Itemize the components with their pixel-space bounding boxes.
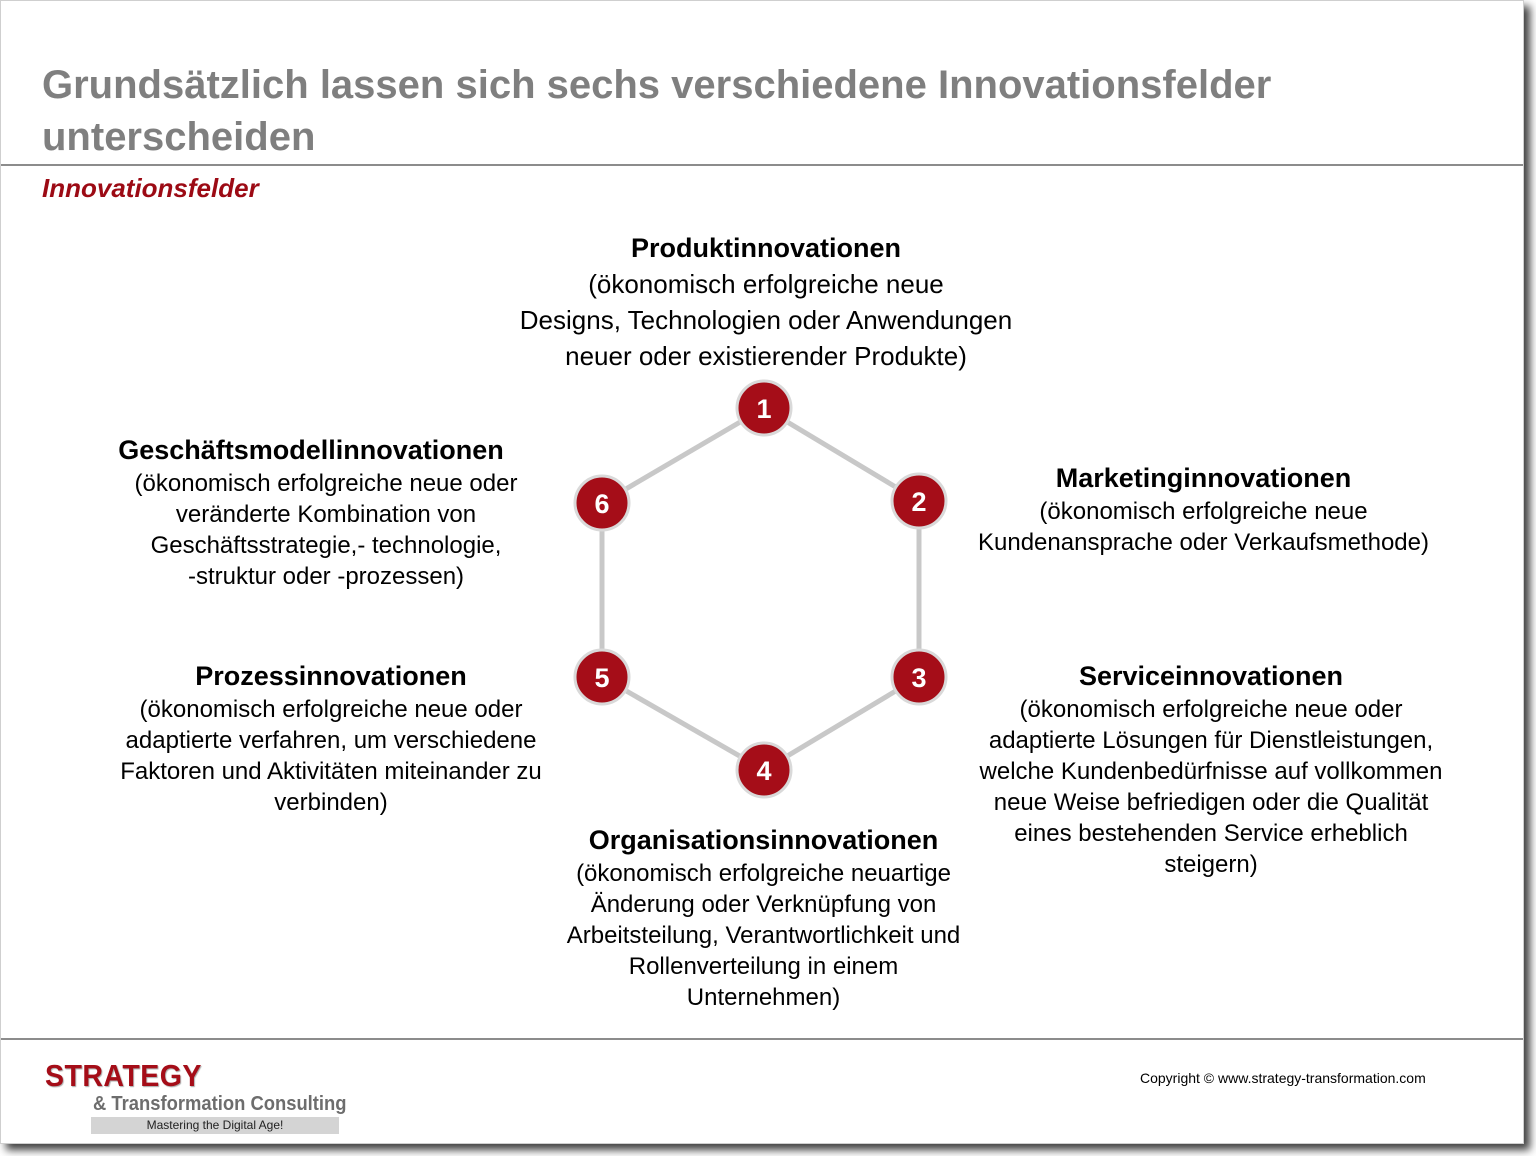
field-4-heading: Organisationsinnovationen: [588, 825, 939, 855]
node-2-number: 2: [911, 487, 927, 517]
company-logo: [45, 1059, 369, 1134]
node-3: [892, 650, 946, 704]
field-5-heading: Prozessinnovationen: [195, 661, 467, 691]
field-prozessinnovationen: [96, 658, 566, 818]
node-3-number: 3: [911, 663, 927, 693]
field-1-heading: Produktinnovationen: [631, 233, 901, 263]
section-subtitle: Innovationsfelder: [42, 173, 259, 203]
field-4-description: (ökonomisch erfolgreiche neuartige Änderung oder Verknüpfung von Arbeitsteilung, Verantwortlichkeit und Rollenverteilung in einem Unternehmen): [566, 860, 961, 1011]
node-5: [575, 650, 629, 704]
field-serviceinnovationen: [951, 658, 1471, 880]
field-3-heading: Serviceinnovationen: [1078, 661, 1344, 691]
node-5-number: 5: [594, 663, 610, 693]
footer-divider: [1, 1038, 1523, 1040]
field-6-heading: Geschäftsmodellinnovationen: [118, 435, 504, 465]
node-2: [892, 474, 946, 528]
page-title: Grundsätzlich lassen sich sechs verschiedene Innovationsfelder unterscheiden: [42, 63, 1272, 159]
copyright-notice: Copyright © www.strategy-transformation.com: [1140, 1070, 1426, 1086]
field-5-description: (ökonomisch erfolgreiche neue oder adaptierte verfahren, um verschiedene Faktoren und Aktivitäten miteinander zu verbinden): [120, 696, 542, 816]
node-6-number: 6: [594, 489, 610, 519]
field-produktinnovationen: [466, 230, 1066, 374]
field-marketinginnovationen: [951, 460, 1456, 558]
field-organisationsinnovationen: [541, 822, 986, 1013]
field-geschaeftsmodellinnovationen: [71, 432, 581, 592]
field-3-description: (ökonomisch erfolgreiche neue oder adaptierte Lösungen für Dienstleistungen, welche Kundenbedürfnisse auf vollkommen neue Weise befriedigen oder die Qualität eines bestehenden Service erheblich steigern): [979, 696, 1443, 878]
logo-main-text: STRATEGY: [45, 1058, 202, 1093]
node-1-number: 1: [756, 394, 772, 424]
field-2-heading: Marketinginnovationen: [1055, 463, 1352, 493]
node-6: [575, 476, 629, 530]
field-6-description: (ökonomisch erfolgreiche neue oder veränderte Kombination von Geschäftsstrategie,- technologie, -struktur oder -prozessen): [134, 470, 518, 590]
field-2-description: (ökonomisch erfolgreiche neue Kundenansprache oder Verkaufsmethode): [978, 498, 1429, 556]
node-4-number: 4: [756, 756, 772, 786]
field-1-description: (ökonomisch erfolgreiche neue Designs, Technologien oder Anwendungen neuer oder existierender Produkte): [519, 269, 1013, 371]
logo-sub-text: & Transformation Consulting: [93, 1093, 347, 1115]
logo-tagline: Mastering the Digital Age!: [91, 1117, 339, 1134]
hexagon-edges: [602, 408, 919, 770]
node-4: [737, 743, 791, 797]
node-1: [737, 381, 791, 435]
